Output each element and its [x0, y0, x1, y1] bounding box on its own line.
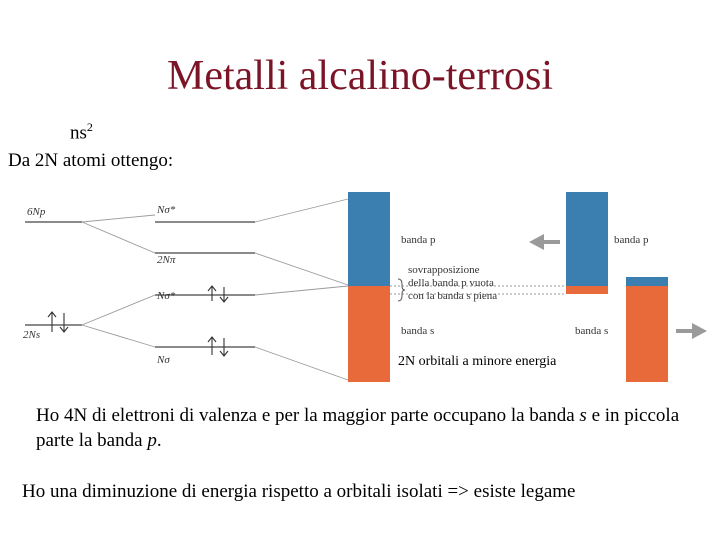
overlap-label-3: con la banda s piena: [408, 290, 498, 302]
p1-text-3: .: [156, 430, 162, 451]
band-s-right-lowered: [626, 286, 668, 382]
band-p-right-text: banda p: [614, 234, 649, 246]
band-p-right: [566, 192, 608, 286]
electron-configuration: [70, 120, 93, 144]
band-p-left-text: banda p: [401, 234, 436, 246]
mo-label-sigma-s: Nσ: [157, 354, 170, 366]
slide-title: Metalli alcalino-terrosi: [166, 53, 554, 99]
band-s-right-text: banda s: [575, 325, 609, 337]
paragraph-conclusion: Ho una diminuzione di energia rispetto a orbitali isolati => esiste legame: [22, 481, 576, 502]
overlap-label-1: sovrapposizione: [408, 264, 480, 276]
band-p-left: [348, 192, 390, 286]
overlap-brace: [398, 279, 405, 301]
band-s-right-label: [575, 325, 608, 337]
config-base: ns: [70, 122, 87, 144]
band-s-right: [566, 286, 608, 294]
p1-band-s: s: [579, 405, 587, 426]
mo-label-pi: 2Nπ: [157, 254, 176, 266]
p1-text-1: Ho 4N di elettroni di valenza e per la maggior parte occupano la banda: [36, 405, 580, 426]
arrow-right-icon: [676, 323, 707, 339]
band-s-left: [348, 286, 390, 382]
band-p-right-lowered: [626, 277, 668, 286]
overlap-label-2: della banda p vuota: [408, 277, 494, 289]
p1-band-p: p: [147, 430, 157, 451]
mo-sigma-star-s-electrons-icon: [208, 286, 228, 302]
band-diagram: [0, 185, 720, 390]
band-s-left-text: banda s: [401, 325, 435, 337]
band-s-left-label: [401, 325, 434, 337]
config-exponent: 2: [86, 120, 93, 134]
mo-label-sigma-star-p: Nσ*: [157, 204, 176, 216]
band-p-right-label: [614, 234, 649, 246]
orbitals-note: 2N orbitali a minore energia: [398, 354, 557, 369]
atomic-s-electrons-icon: [48, 312, 68, 332]
mo-label-sigma-star-s: Nσ*: [157, 290, 176, 302]
intro-text: Da 2N atomi ottengo:: [8, 150, 174, 171]
paragraph-valence: [36, 403, 686, 453]
p1-text-2: e in piccola parte la banda: [36, 405, 680, 451]
atomic-s-label: 2Ns: [23, 329, 41, 341]
arrow-left-icon: [529, 234, 560, 250]
band-p-left-label: [401, 234, 436, 246]
atomic-p-label: 6Np: [27, 206, 46, 218]
